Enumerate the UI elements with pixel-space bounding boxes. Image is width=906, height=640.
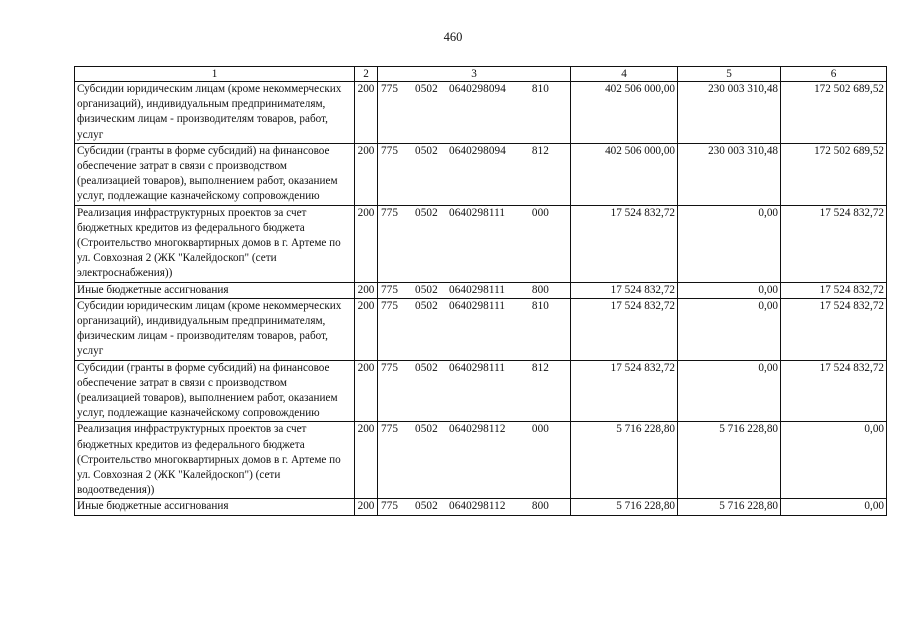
row-col4: 402 506 000,00	[571, 82, 678, 144]
row-description: Реализация инфраструктурных проектов за счет бюджетных кредитов из федерального бюджета (Строительство многоквартирных домов в г. Артеме по ул. Совхозная 2 (ЖК "Калейдоскоп" (сети электроснабжения))	[75, 205, 355, 282]
row-description: Субсидии (гранты в форме субсидий) на финансовое обеспечение затрат в связи с производством (реализацией товаров), выполнением работ, оказанием услуг, подлежащие казначейскому сопровождению	[75, 360, 355, 422]
page-number: 460	[443, 30, 463, 44]
code-c: 0640298112	[449, 500, 506, 513]
code-b: 0502	[415, 423, 438, 436]
row-col4: 17 524 832,72	[571, 360, 678, 422]
row-col2: 200	[355, 499, 378, 515]
row-col4: 5 716 228,80	[571, 499, 678, 515]
code-c: 0640298111	[449, 361, 506, 374]
header-cell-2: 2	[355, 67, 378, 82]
row-col6: 172 502 689,52	[781, 82, 887, 144]
code-a: 775	[381, 423, 399, 436]
code-a: 775	[381, 283, 399, 296]
code-d: 812	[531, 144, 549, 157]
row-codes	[378, 499, 571, 515]
code-d: 810	[531, 83, 549, 95]
table-row	[75, 82, 887, 144]
row-codes	[378, 422, 571, 499]
row-col2: 200	[355, 360, 378, 422]
code-c: 0640298094	[449, 83, 506, 95]
table-row	[75, 499, 887, 515]
row-col6: 17 524 832,72	[781, 282, 887, 298]
code-d: 000	[531, 206, 549, 219]
row-description: Субсидии юридическим лицам (кроме некоммерческих организаций), индивидуальным предпринимателям, физическим лицам - производителям товаров, работ, услуг	[75, 298, 355, 360]
row-col5: 0,00	[678, 282, 781, 298]
row-col6: 17 524 832,72	[781, 205, 887, 282]
code-b: 0502	[415, 361, 438, 374]
row-description: Субсидии (гранты в форме субсидий) на финансовое обеспечение затрат в связи с производством (реализацией товаров), выполнением работ, оказанием услуг, подлежащие казначейскому сопровождению	[75, 143, 355, 205]
row-col2: 200	[355, 205, 378, 282]
header-cell-6: 6	[781, 67, 887, 82]
row-col6: 0,00	[781, 499, 887, 515]
row-col4: 5 716 228,80	[571, 422, 678, 499]
code-d: 810	[531, 299, 549, 312]
header-cell-1: 1	[75, 67, 355, 82]
row-codes	[378, 205, 571, 282]
row-col5: 230 003 310,48	[678, 143, 781, 205]
row-col2: 200	[355, 282, 378, 298]
row-col4: 17 524 832,72	[571, 298, 678, 360]
table-row	[75, 298, 887, 360]
code-a: 775	[381, 500, 399, 513]
code-c: 0640298111	[449, 283, 506, 296]
code-a: 775	[381, 83, 399, 95]
header-cell-4: 4	[571, 67, 678, 82]
row-col5: 5 716 228,80	[678, 422, 781, 499]
code-c: 0640298112	[449, 423, 506, 436]
code-c: 0640298111	[449, 206, 506, 219]
table-row	[75, 360, 887, 422]
code-a: 775	[381, 144, 399, 157]
code-c: 0640298094	[449, 144, 506, 157]
row-col4: 402 506 000,00	[571, 143, 678, 205]
table-row	[75, 282, 887, 298]
header-cell-3: 3	[378, 67, 571, 82]
row-col4: 17 524 832,72	[571, 282, 678, 298]
row-col6: 172 502 689,52	[781, 143, 887, 205]
row-col6: 0,00	[781, 422, 887, 499]
code-b: 0502	[415, 83, 438, 95]
code-b: 0502	[415, 206, 438, 219]
row-col5: 0,00	[678, 298, 781, 360]
row-codes	[378, 298, 571, 360]
row-col2: 200	[355, 82, 378, 144]
row-description: Реализация инфраструктурных проектов за счет бюджетных кредитов из федерального бюджета (Строительство многоквартирных домов в г. Артеме по ул. Совхозная 2 (ЖК "Калейдоскоп") (сети водоотведения))	[75, 422, 355, 499]
row-col6: 17 524 832,72	[781, 360, 887, 422]
row-codes	[378, 282, 571, 298]
row-codes	[378, 143, 571, 205]
code-d: 800	[531, 500, 549, 513]
row-col2: 200	[355, 298, 378, 360]
code-d: 000	[531, 423, 549, 436]
row-codes	[378, 360, 571, 422]
row-codes	[378, 82, 571, 144]
row-description: Иные бюджетные ассигнования	[75, 282, 355, 298]
row-col5: 0,00	[678, 360, 781, 422]
row-col4: 17 524 832,72	[571, 205, 678, 282]
code-a: 775	[381, 361, 399, 374]
row-col2: 200	[355, 143, 378, 205]
table-row	[75, 143, 887, 205]
row-col2: 200	[355, 422, 378, 499]
code-c: 0640298111	[449, 299, 506, 312]
header-cell-5: 5	[678, 67, 781, 82]
row-description: Субсидии юридическим лицам (кроме некоммерческих организаций), индивидуальным предпринимателям, физическим лицам - производителям товаров, работ, услуг	[75, 82, 355, 144]
table-row	[75, 422, 887, 499]
code-b: 0502	[415, 144, 438, 157]
code-b: 0502	[415, 500, 438, 513]
code-b: 0502	[415, 299, 438, 312]
code-a: 775	[381, 299, 399, 312]
code-d: 812	[531, 361, 549, 374]
row-col5: 230 003 310,48	[678, 82, 781, 144]
code-a: 775	[381, 206, 399, 219]
row-description: Иные бюджетные ассигнования	[75, 499, 355, 515]
row-col5: 0,00	[678, 205, 781, 282]
row-col6: 17 524 832,72	[781, 298, 887, 360]
code-b: 0502	[415, 283, 438, 296]
row-col5: 5 716 228,80	[678, 499, 781, 515]
table-row	[75, 205, 887, 282]
header-row	[75, 67, 887, 82]
budget-table	[74, 66, 887, 516]
code-d: 800	[531, 283, 549, 296]
